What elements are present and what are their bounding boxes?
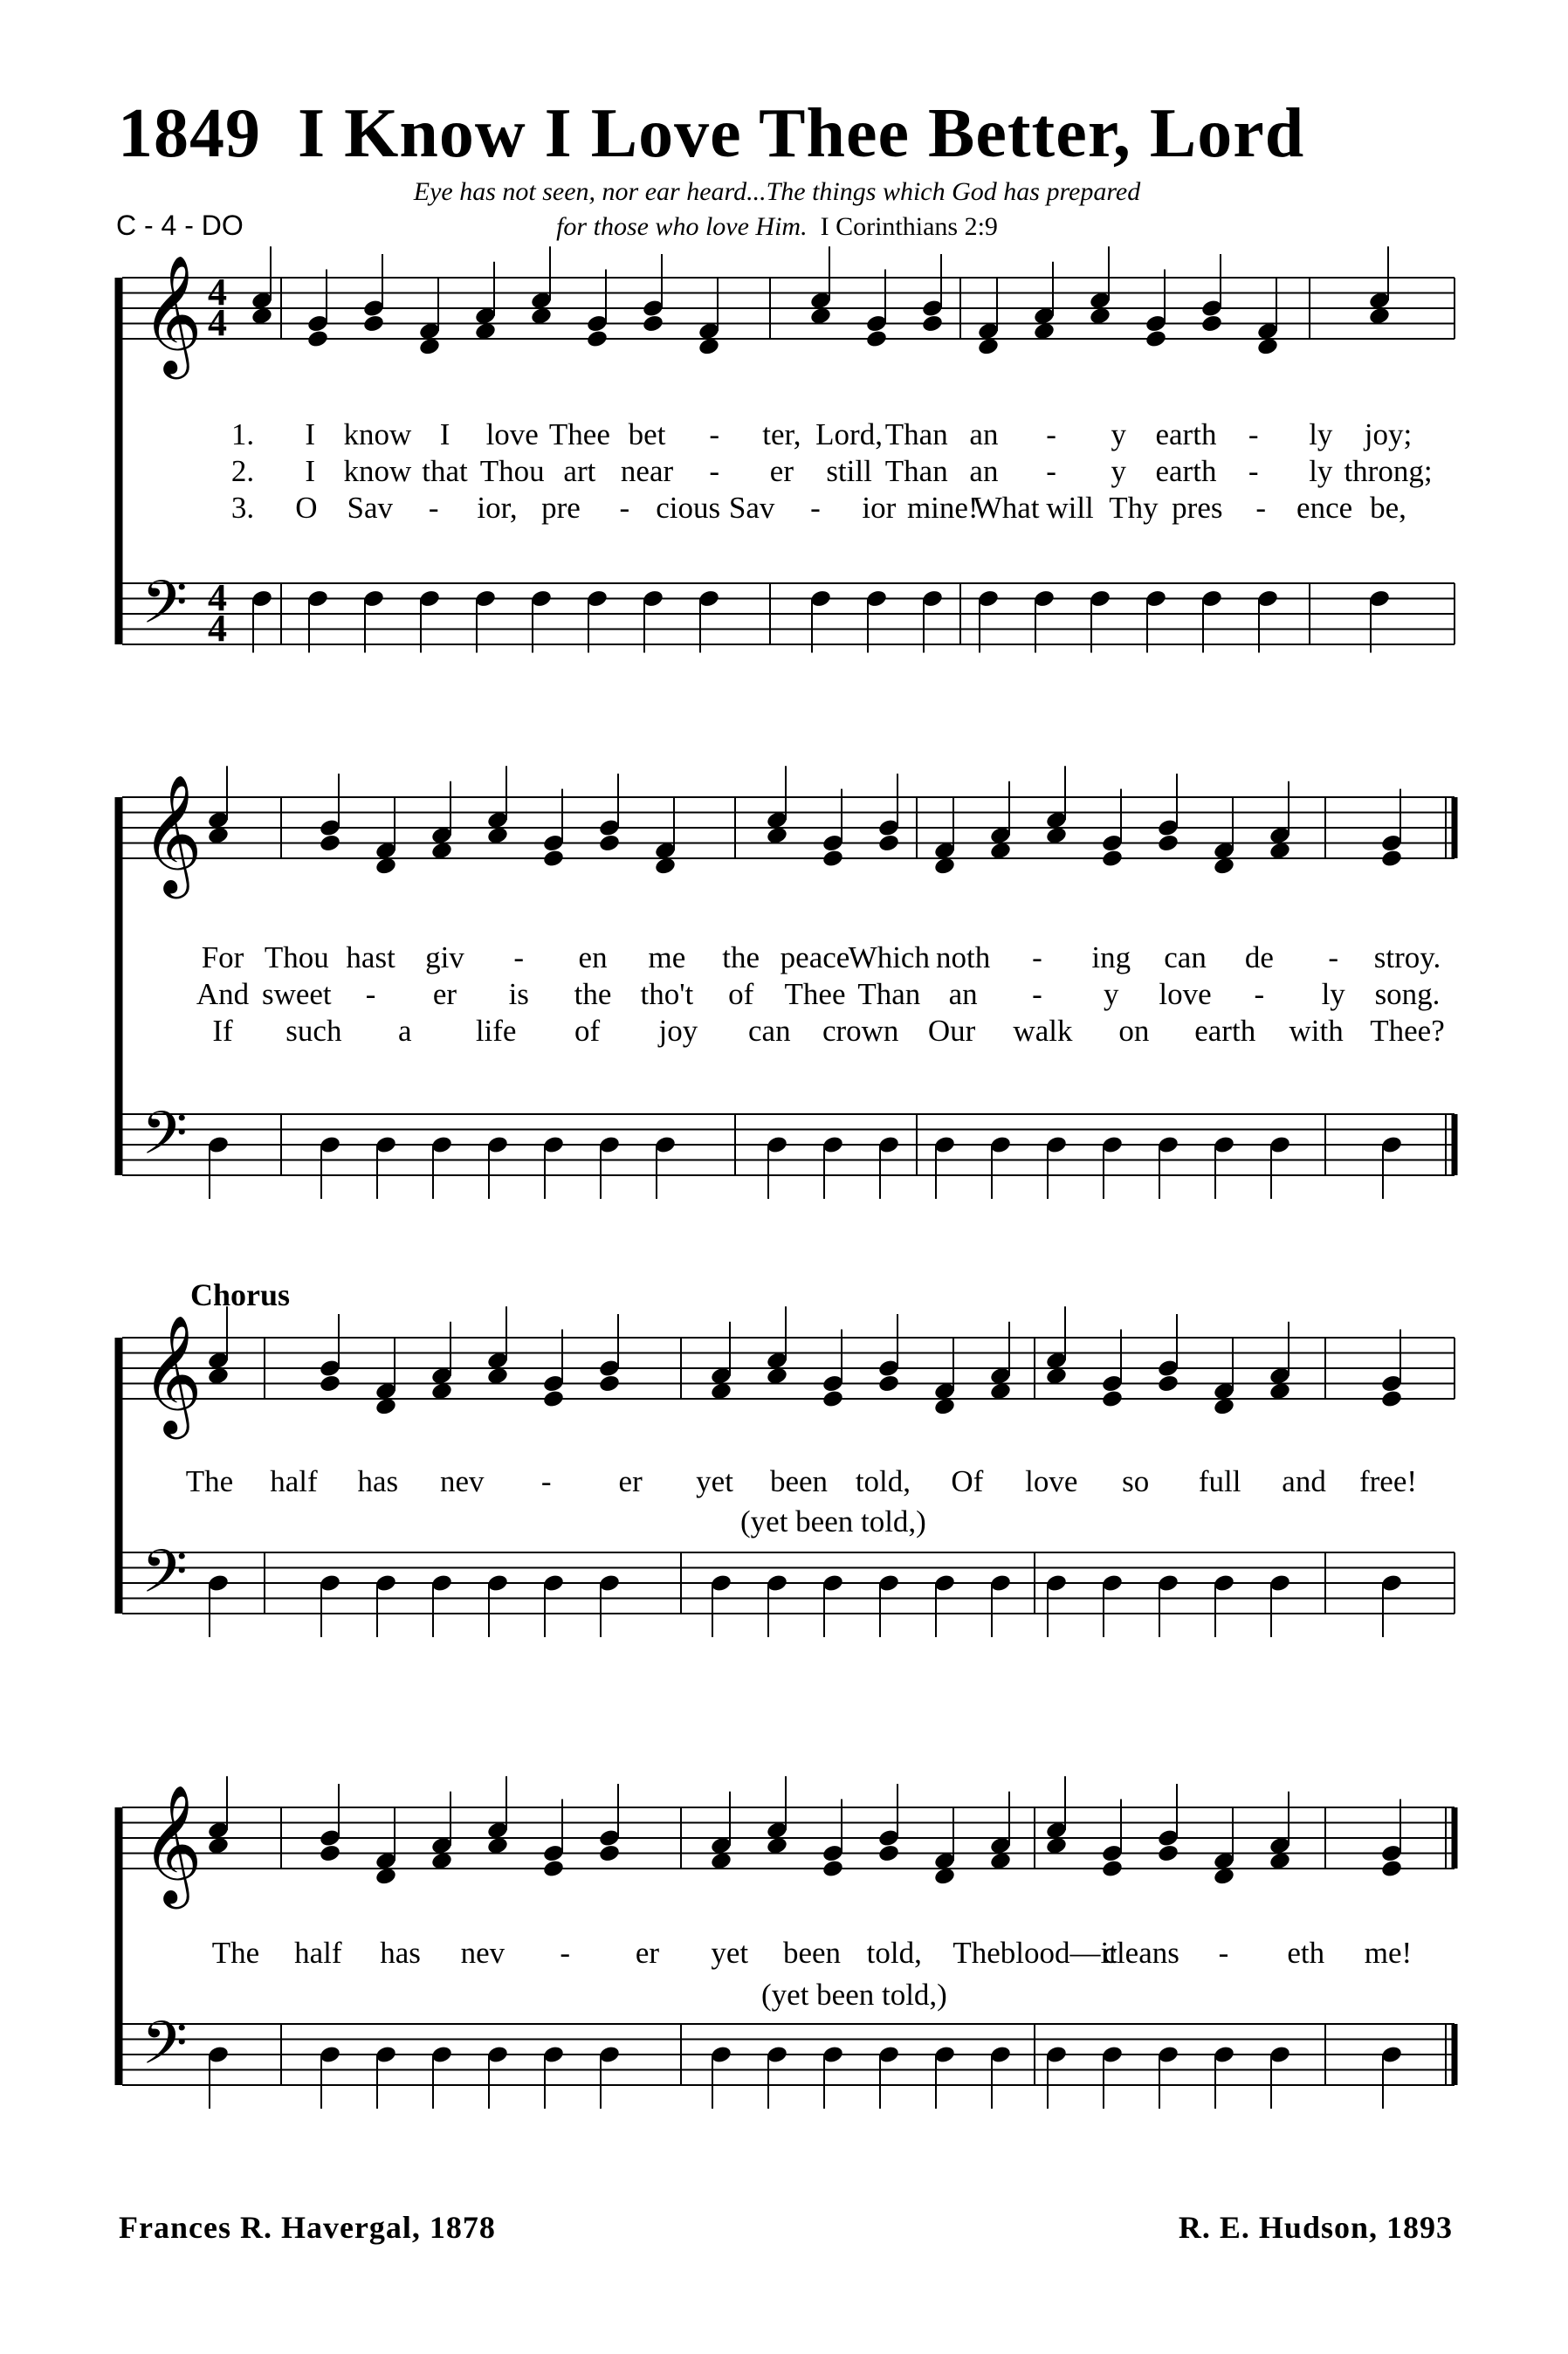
lyric-hyphen: - [709, 454, 720, 488]
lyric-syllable: ly [1309, 417, 1333, 451]
lyric-syllable: earth [1155, 417, 1217, 451]
lyric-syllable: Thee? [1370, 1014, 1445, 1048]
lyric-hyphen: - [1046, 454, 1056, 488]
lyric-syllable: peace [780, 940, 850, 974]
lyric-syllable: I [305, 417, 315, 451]
treble-clef: 𝄞 [141, 1313, 203, 1434]
lyric-hyphen: - [1255, 491, 1267, 525]
lyric-syllable: me [648, 940, 686, 974]
lyric-syllable: joy; [1364, 417, 1413, 451]
note-head [1101, 1389, 1124, 1409]
lyric-syllable: nev [440, 1464, 485, 1498]
lyric-hyphen: - [365, 977, 376, 1011]
note-head [1101, 1859, 1124, 1879]
lyric-syllable: er [635, 1936, 660, 1970]
key-indicator: C - 4 - DO [116, 210, 244, 241]
lyric-syllable: been [769, 1464, 829, 1498]
lyric-syllable: a [397, 1014, 412, 1048]
lyric-syllable: has [357, 1464, 399, 1498]
lyric-syllable: O [295, 491, 318, 525]
bass-clef: 𝄢 [141, 1538, 188, 1621]
lyric-syllable: love [485, 417, 539, 451]
lyric-syllable: an [948, 977, 978, 1011]
lyric-syllable: near [620, 454, 674, 488]
lyric-syllable: The [185, 1464, 234, 1498]
lyric-syllable: been [782, 1936, 842, 1970]
lyric-syllable: pres [1172, 491, 1223, 525]
note-head [598, 833, 621, 853]
note-head [1101, 849, 1124, 869]
lyric-syllable: sweet [261, 977, 332, 1011]
lyric-syllable: earth [1155, 454, 1217, 488]
lyric-syllable: Thou [479, 454, 545, 488]
note-head [822, 1389, 844, 1409]
note-head [362, 313, 385, 334]
lyric-syllable: told, [855, 1464, 911, 1498]
note-head [319, 833, 341, 853]
lyric-syllable: Thou [264, 940, 329, 974]
time-signature-denominator: 4 [208, 607, 227, 650]
lyric-syllable: mine! [906, 491, 979, 525]
lyric-syllable: hast [346, 940, 395, 974]
lyric-syllable: er [618, 1464, 643, 1498]
lyric-hyphen: - [560, 1936, 570, 1970]
lyric-syllable: love [1025, 1464, 1078, 1498]
lyric-syllable: 1. [230, 417, 255, 451]
lyric-syllable: de [1244, 940, 1274, 974]
note-head [598, 1843, 621, 1863]
note-head [1200, 313, 1223, 334]
scripture-reference: I Corinthians 2:9 [820, 212, 998, 241]
note-head [1380, 849, 1403, 869]
hymn-number: 1849 [118, 95, 261, 172]
lyric-syllable: crown [822, 1014, 899, 1048]
note-head [586, 329, 609, 349]
note-head [319, 1843, 341, 1863]
lyric-syllable: know [343, 417, 412, 451]
note-head [822, 1859, 844, 1879]
lyric-hyphen: - [1046, 417, 1056, 451]
lyric-syllable: noth [936, 940, 991, 974]
lyric-syllable: The [211, 1936, 260, 1970]
chorus-label: Chorus [190, 1277, 291, 1312]
lyric-syllable: the [722, 940, 760, 974]
lyric-syllable: pre [541, 491, 581, 525]
lyric-syllable: told, [866, 1936, 922, 1970]
lyric-hyphen: - [428, 491, 439, 525]
lyric-syllable: will [1046, 491, 1094, 525]
lyric-syllable: tho't [640, 977, 694, 1011]
lyric-syllable: half [270, 1464, 318, 1498]
note-head [1157, 833, 1179, 853]
lyric-syllable: can [1164, 940, 1207, 974]
time-signature-numerator: 4 [208, 271, 227, 313]
lyric-syllable: The [952, 1936, 1001, 1970]
lyric-syllable: yet [696, 1464, 733, 1498]
lyric-syllable: y [1111, 417, 1127, 451]
lyric-syllable: y [1111, 454, 1127, 488]
lyric-hyphen: - [1218, 1936, 1229, 1970]
time-signature-numerator: 4 [208, 576, 227, 619]
lyric-syllable: on [1118, 1014, 1150, 1048]
lyric-syllable: ior, [477, 491, 518, 525]
lyric-hyphen: - [709, 417, 720, 451]
lyric-hyphen: - [810, 491, 821, 525]
note-head [542, 1389, 565, 1409]
note-head [542, 849, 565, 869]
lyric-syllable: the [574, 977, 612, 1011]
lyric-syllable: ence [1296, 491, 1353, 525]
note-head [822, 849, 844, 869]
lyric-syllable: Which [848, 940, 930, 974]
lyric-syllable: song. [1374, 977, 1441, 1011]
lyric-syllable: walk [1013, 1014, 1073, 1048]
lyric-syllable: Thee [784, 977, 846, 1011]
bass-clef: 𝄢 [141, 1099, 188, 1183]
lyric-syllable: can [748, 1014, 791, 1048]
lyric-syllable: has [380, 1936, 421, 1970]
treble-clef: 𝄞 [141, 253, 203, 374]
note-head [1157, 1373, 1179, 1394]
lyric-syllable: I [305, 454, 315, 488]
lyric-syllable: 3. [230, 491, 255, 525]
note-head [642, 313, 664, 334]
lyric-syllable: Sav [728, 491, 775, 525]
lyric-syllable: that [422, 454, 468, 488]
lyric-syllable: ior [862, 491, 897, 525]
lyric-syllable: free! [1358, 1464, 1418, 1498]
lyric-syllable: an [969, 454, 999, 488]
lyric-hyphen: - [1328, 940, 1339, 974]
note-head [1157, 1843, 1179, 1863]
note-head [877, 1843, 900, 1863]
echo-lyric: (yet been told,) [740, 1504, 926, 1538]
music-credit: R. E. Hudson, 1893 [1178, 2210, 1453, 2245]
hymn-name: I Know I Love Thee Better, Lord [298, 95, 1305, 172]
lyric-syllable: such [285, 1014, 342, 1048]
lyric-syllable: is [508, 977, 529, 1011]
lyric-hyphen: - [540, 1464, 552, 1498]
note-head [877, 833, 900, 853]
bass-clef: 𝄢 [141, 2009, 188, 2093]
lyric-syllable: Than [884, 417, 948, 451]
lyric-syllable: Of [951, 1464, 984, 1498]
scripture-line-2-italic: for those who love Him. [556, 212, 808, 241]
lyric-syllable: And [196, 977, 250, 1011]
lyric-syllable: If [212, 1014, 233, 1048]
lyric-syllable: Sav [347, 491, 394, 525]
lyric-syllable: Thy [1109, 491, 1159, 525]
note-head [1380, 1389, 1403, 1409]
lyric-syllable: cleans [1103, 1936, 1179, 1970]
lyric-syllable: joy [658, 1014, 698, 1048]
note-head [542, 1859, 565, 1879]
lyric-syllable: of [574, 1014, 601, 1048]
lyric-syllable: earth [1194, 1014, 1256, 1048]
lyric-syllable: throng; [1344, 454, 1433, 488]
lyric-hyphen: - [513, 940, 525, 974]
lyric-hyphen: - [1254, 977, 1265, 1011]
lyric-syllable: Our [927, 1014, 976, 1048]
lyric-syllable: Than [857, 977, 921, 1011]
lyric-syllable: ing [1091, 940, 1131, 974]
lyric-syllable: er [769, 454, 794, 488]
echo-lyric: (yet been told,) [761, 1978, 947, 2012]
words-credit: Frances R. Havergal, 1878 [119, 2210, 496, 2245]
lyric-syllable: ter, [762, 417, 801, 451]
scripture-line-1: Eye has not seen, nor ear heard...The things which God has prepared [413, 177, 1141, 206]
lyric-hyphen: - [1032, 940, 1042, 974]
note-head [598, 1373, 621, 1394]
lyric-syllable: er [432, 977, 457, 1011]
lyric-syllable: love [1159, 977, 1212, 1011]
lyric-hyphen: - [1248, 417, 1259, 451]
lyric-syllable: For [201, 940, 244, 974]
treble-clef: 𝄞 [141, 1783, 203, 1903]
lyric-syllable: 2. [230, 454, 255, 488]
lyric-syllable: full [1198, 1464, 1241, 1498]
note-head [1145, 329, 1167, 349]
lyric-syllable: with [1289, 1014, 1344, 1048]
lyric-syllable: stroy. [1373, 940, 1441, 974]
time-signature-denominator: 4 [208, 301, 227, 344]
lyric-syllable: an [969, 417, 999, 451]
lyric-syllable: me! [1364, 1936, 1413, 1970]
lyric-syllable: What [973, 491, 1040, 525]
note-head [319, 1373, 341, 1394]
lyric-hyphen: - [1032, 977, 1042, 1011]
lyric-syllable: of [728, 977, 754, 1011]
lyric-syllable: Than [884, 454, 948, 488]
lyric-syllable: art [563, 454, 596, 488]
lyric-syllable: eth [1287, 1936, 1325, 1970]
note-head [877, 1373, 900, 1394]
lyric-syllable: know [343, 454, 412, 488]
lyric-syllable: I [439, 417, 450, 451]
lyric-syllable: cious [656, 491, 721, 525]
note-head [306, 329, 329, 349]
lyric-syllable: Lord, [815, 417, 883, 451]
treble-clef: 𝄞 [141, 773, 203, 893]
lyric-syllable: yet [711, 1936, 749, 1970]
lyric-hyphen: - [1248, 454, 1259, 488]
bass-clef: 𝄢 [141, 568, 188, 652]
lyric-syllable: giv [425, 940, 464, 974]
lyric-syllable: life [475, 1014, 517, 1048]
note-head [921, 313, 944, 334]
note-head [865, 329, 888, 349]
lyric-syllable: nev [460, 1936, 505, 1970]
lyric-syllable: ly [1309, 454, 1333, 488]
note-head [1380, 1859, 1403, 1879]
lyric-syllable: Thee [548, 417, 610, 451]
lyric-syllable: y [1104, 977, 1119, 1011]
lyric-syllable: be, [1370, 491, 1406, 525]
lyric-syllable: blood—it [1000, 1936, 1118, 1970]
lyric-syllable: en [578, 940, 608, 974]
lyric-syllable: half [294, 1936, 342, 1970]
lyric-syllable: ly [1321, 977, 1345, 1011]
lyric-syllable: and [1282, 1464, 1326, 1498]
lyric-syllable: bet [628, 417, 666, 451]
lyric-hyphen: - [619, 491, 630, 525]
lyric-syllable: still [826, 454, 872, 488]
lyric-syllable: so [1122, 1464, 1150, 1498]
